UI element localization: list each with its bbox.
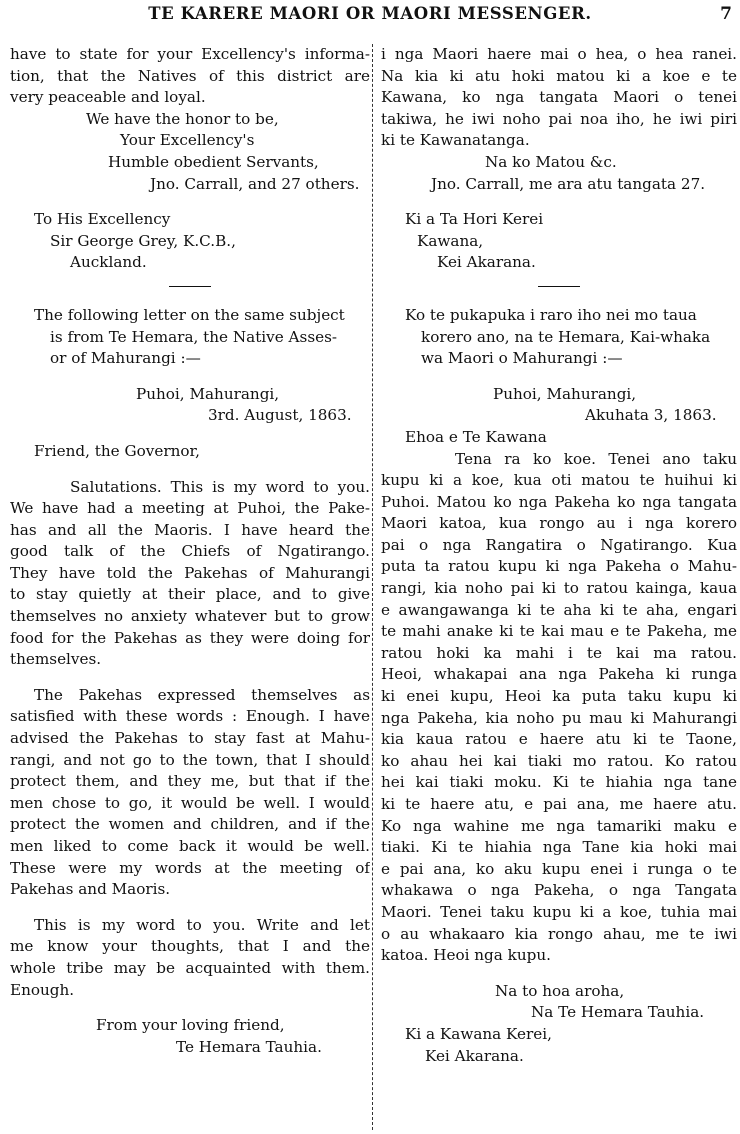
text-line: Maori. Tenei taku kupu ki a koe, tuhia mai [381, 902, 737, 921]
text-line: me know your thoughts, that I and the [10, 937, 370, 956]
text-line: have to state for your Excellency's informa- [10, 45, 370, 63]
text-line: good talk of the Chiefs of Ngatirango. [10, 542, 370, 561]
spacer [381, 967, 737, 981]
text-line: Ko te pukapuka i raro iho nei mo taua [405, 305, 697, 324]
maori-column [381, 44, 737, 1067]
text-line: ki enei kupu, Heoi ka puta taku kupu ki [381, 687, 737, 706]
english-paragraph-opening [10, 44, 370, 109]
letter-place: Puhoi, Mahurangi, [493, 384, 637, 403]
english-intro [10, 305, 370, 370]
text-line: ratou hoki ka mahi i te kai ma ratou. [381, 643, 737, 662]
text-line: Ko nga wahine me nga tamariki maku e [381, 816, 737, 835]
text-line: Ki a Kawana Kerei, [405, 1024, 552, 1043]
text-line: whakawa o nga Pakeha, o nga Tangata [381, 881, 737, 900]
text-line: to stay quietly at their place, and to give [10, 585, 370, 604]
text-line: Kawana, [417, 231, 484, 250]
text-line: kupu ki a koe, kua oti matou te huihui ki [381, 471, 737, 490]
text-line: themselves no anxiety whatever but to grow [10, 607, 370, 626]
spacer [10, 901, 370, 915]
text-line: very peaceable and loyal. [10, 88, 206, 107]
text-line: has and all the Maoris. I have heard the [10, 520, 370, 539]
letter-salutation: Friend, the Governor, [34, 441, 200, 460]
text-line: Heoi, whakapai ana nga Pakeha ki runga [381, 665, 737, 684]
text-line: rangi, and not go to the town, that I should [10, 750, 370, 769]
text-line: The following letter on the same subject [34, 305, 345, 324]
spacer [381, 370, 737, 384]
text-line: Na kia ki atu hoki matou ki a koe e te [381, 66, 737, 85]
spacer [10, 1001, 370, 1015]
letter-date: Akuhata 3, 1863. [585, 406, 717, 425]
text-line: or of Mahurangi :— [50, 349, 201, 368]
text-line: ki te haere atu, e pai ana, me haere atu. [381, 795, 737, 813]
text-line: tion, that the Natives of this district are [10, 66, 370, 85]
text-line: Maori katoa, kua rongo au i nga korero [381, 514, 737, 533]
text-line: i nga Maori haere mai o hea, o hea ranei. [381, 45, 737, 63]
section-rule [538, 286, 580, 287]
text-line: protect them, and they me, but that if the [10, 772, 370, 791]
text-line: Jno. Carrall, me ara atu tangata 27. [431, 174, 706, 193]
text-line: advised the Pakehas to stay fast at Mahu- [10, 729, 370, 748]
maori-closing [381, 981, 737, 1024]
spacer [10, 427, 370, 441]
spacer [10, 195, 370, 209]
english-closing [10, 1015, 370, 1058]
maori-address-final [381, 1024, 737, 1067]
text-line: satisfied with these words : Enough. I have [10, 707, 370, 726]
text-line: We have the honor to be, [86, 109, 279, 128]
text-line: protect the women and children, and if the [10, 815, 370, 834]
text-line: ko ahau hei kai tiaki mo ratou. Ko ratou [381, 751, 737, 770]
text-line: rangi, kia noho pai ki to ratou kainga, kaua [381, 579, 737, 598]
text-line: Salutations. This is my word to you. [70, 477, 370, 496]
english-column [10, 44, 370, 1058]
text-line: katoa. Heoi nga kupu. [381, 946, 551, 965]
spacer [10, 463, 370, 477]
text-line: tiaki. Ki te hiahia nga Tane kia hoki mai [381, 838, 737, 857]
text-line: Na to hoa aroha, [495, 981, 625, 1000]
text-line: o au whakaaro kia rongo ahau, me te iwi [381, 924, 737, 943]
section-rule [169, 286, 211, 287]
column-divider [372, 44, 373, 1130]
letter-salutation: Ehoa e Te Kawana [405, 427, 547, 446]
text-line: Jno. Carrall, and 27 others. [150, 174, 360, 193]
text-line: Humble obedient Servants, [108, 152, 319, 171]
text-line: men chose to go, it would be well. I would [10, 793, 370, 812]
text-line: puta ta ratou kupu ki nga Pakeha o Mahu- [381, 557, 737, 576]
text-line: whole tribe may be acquainted with them. [10, 958, 370, 977]
text-line: Te Hemara Tauhia. [176, 1037, 322, 1056]
text-line: pai o nga Rangatira o Ngatirango. Kua [381, 535, 737, 554]
english-paragraph-pakehas [10, 685, 370, 901]
text-line: Ki a Ta Hori Kerei [405, 210, 544, 229]
text-line: Na ko Matou &c. [485, 152, 617, 171]
spacer [10, 370, 370, 384]
text-line: te mahi anake ki te kai mau e te Pakeha, me [381, 622, 737, 641]
text-line: Your Excellency's [120, 131, 255, 150]
page-number: 7 [720, 4, 732, 24]
text-line: is from Te Hemara, the Native Asses- [50, 327, 338, 346]
text-line: Enough. [10, 980, 75, 999]
english-paragraph-salutations [10, 477, 370, 671]
spacer [381, 195, 737, 209]
text-line: We have had a meeting at Puhoi, the Pake- [10, 499, 370, 518]
maori-address-block [381, 209, 737, 274]
english-address-block [10, 209, 370, 274]
maori-paragraph-opening [381, 44, 737, 152]
text-line: wa Maori o Mahurangi :— [421, 349, 623, 368]
text-line: food for the Pakehas as they were doing for [10, 628, 370, 647]
text-line: Sir George Grey, K.C.B., [50, 231, 236, 250]
newspaper-title: TE KARERE MAORI OR MAORI MESSENGER. [148, 4, 592, 23]
english-paragraph-closing [10, 915, 370, 1001]
text-line: Na Te Hemara Tauhia. [531, 1003, 705, 1022]
text-line: kia kaua ratou e haere atu ki te Taone, [381, 730, 737, 749]
letter-place: Puhoi, Mahurangi, [136, 384, 280, 403]
text-line: ki te Kawanatanga. [381, 131, 530, 150]
maori-intro [381, 305, 737, 370]
text-line: To His Excellency [34, 210, 171, 229]
text-line: Kei Akarana. [437, 253, 536, 272]
text-line: korero ano, na te Hemara, Kai-whaka [421, 327, 711, 346]
text-line: themselves. [10, 650, 102, 669]
text-line: The Pakehas expressed themselves as [34, 685, 370, 704]
spacer [10, 671, 370, 685]
text-line: men liked to come back it would be well. [10, 837, 370, 855]
text-line: Puhoi. Matou ko nga Pakeha ko nga tangata [381, 492, 737, 511]
letter-date: 3rd. August, 1863. [208, 406, 352, 425]
text-line: From your loving friend, [96, 1016, 285, 1035]
text-line: Kawana, ko nga tangata Maori o tenei [381, 88, 737, 107]
text-line: nga Pakeha, kia noho pu mau ki Mahurangi [381, 708, 737, 727]
english-signature-block [10, 109, 370, 195]
maori-signature-block [381, 152, 737, 195]
page-header [0, 0, 740, 34]
text-line: Kei Akarana. [425, 1046, 524, 1065]
text-line: takiwa, he iwi noho pai noa iho, he iwi piri [381, 109, 737, 128]
text-line: Auckland. [70, 253, 147, 272]
text-line: e pai ana, ko aku kupu enei i runga o te [381, 859, 737, 878]
text-line: They have told the Pakehas of Mahurangi [10, 563, 370, 582]
text-line: e awangawanga ki te aha ki te aha, engari [381, 600, 737, 619]
text-line: This is my word to you. Write and let [34, 915, 370, 934]
text-line: Pakehas and Maoris. [10, 880, 171, 899]
text-line: Tena ra ko koe. Tenei ano taku [455, 449, 737, 468]
text-line: hei kai tiaki moku. Ki te hiahia nga tane [381, 773, 737, 792]
text-line: These were my words at the meeting of [10, 858, 370, 877]
maori-paragraph-main [381, 449, 737, 967]
